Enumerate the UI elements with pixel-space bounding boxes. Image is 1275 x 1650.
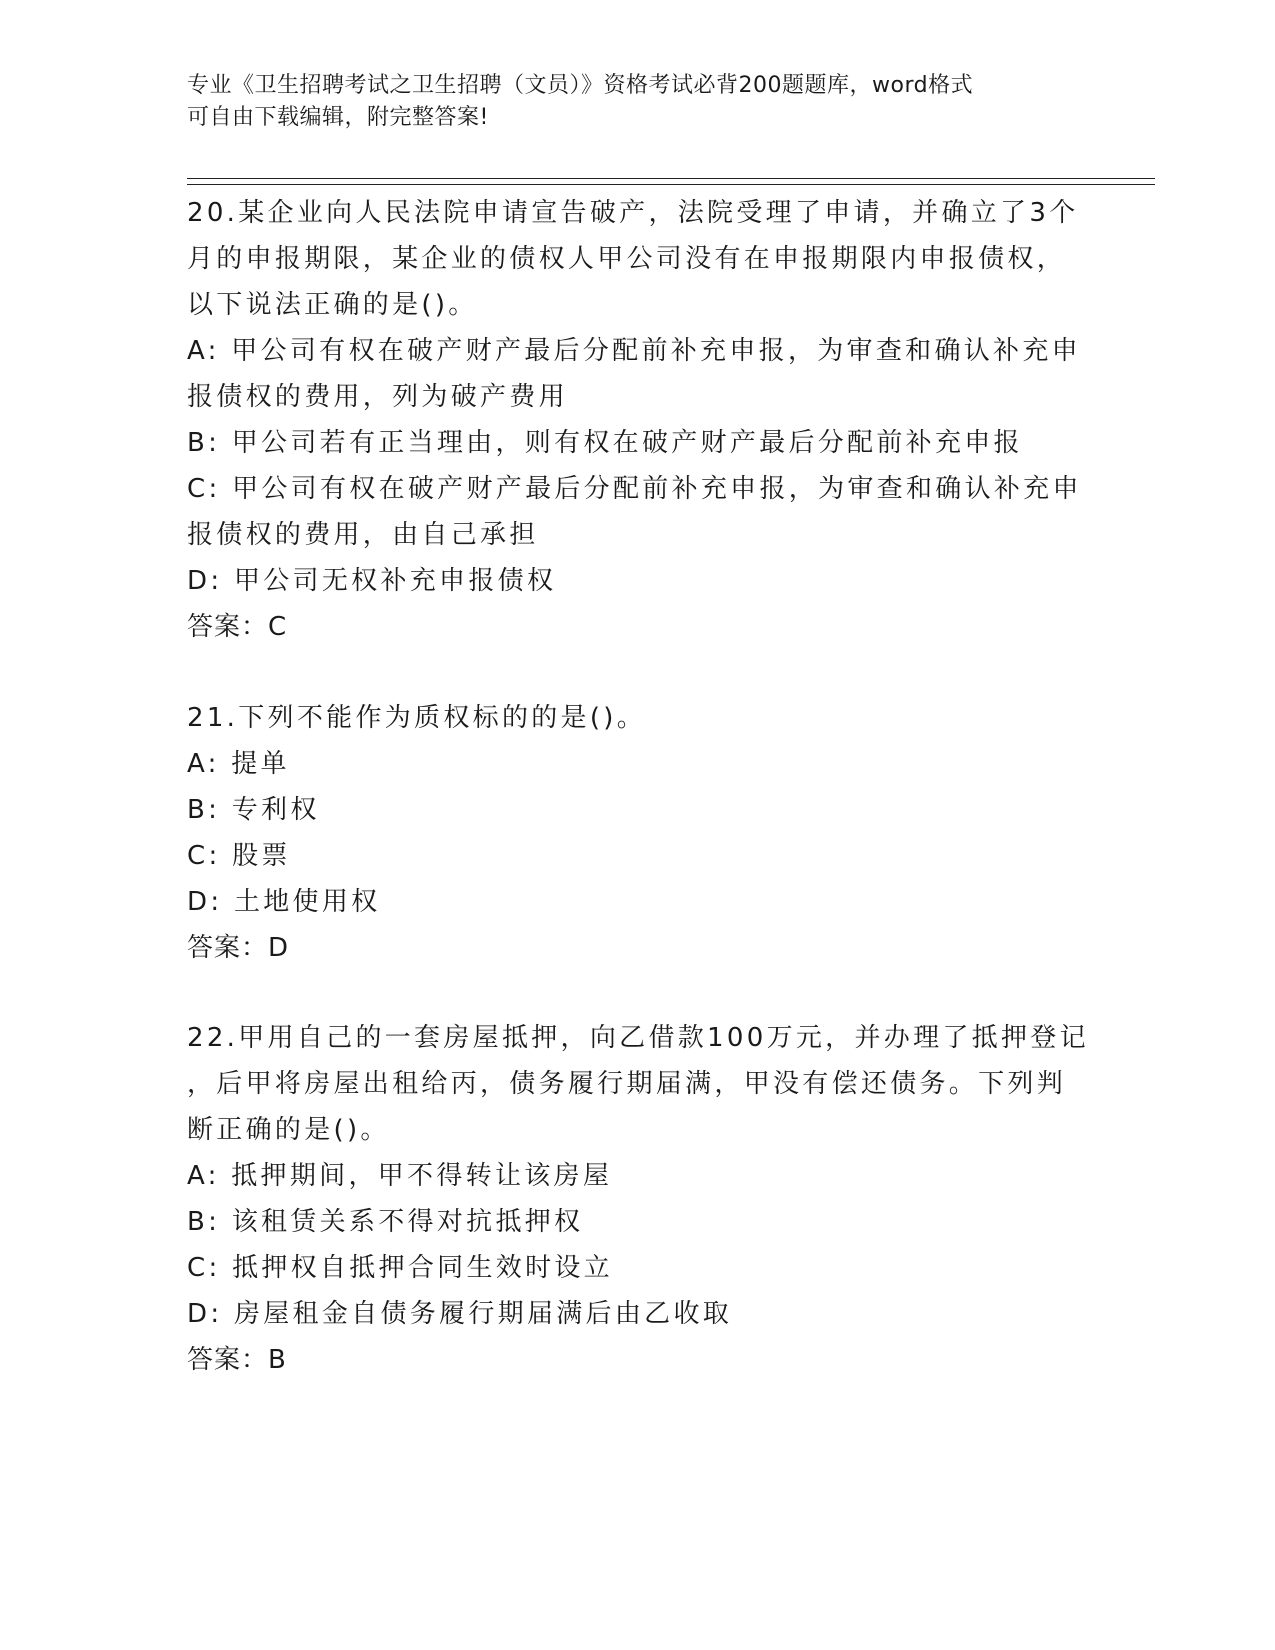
answer-label: 答案：C bbox=[187, 612, 288, 642]
question-text: 22.甲用自己的一套房屋抵押，向乙借款100万元，并办理了抵押登记 bbox=[187, 1023, 1089, 1053]
answer-label: 答案：D bbox=[187, 933, 290, 963]
option-c: C: 甲公司有权在破产财产最后分配前补充申报，为审查和确认补充申 bbox=[187, 474, 1082, 504]
option-d: D: 房屋租金自债务履行期届满后由乙收取 bbox=[187, 1299, 733, 1329]
option-d: D: 甲公司无权补充申报债权 bbox=[187, 566, 557, 596]
option-a: A: 抵押期间，甲不得转让该房屋 bbox=[187, 1161, 613, 1191]
question-text: ，后甲将房屋出租给丙，债务履行期届满，甲没有偿还债务。下列判 bbox=[187, 1069, 1067, 1099]
question-text: 断正确的是()。 bbox=[187, 1115, 390, 1145]
answer-label: 答案：B bbox=[187, 1345, 287, 1375]
option-a: A: 甲公司有权在破产财产最后分配前补充申报，为审查和确认补充申 bbox=[187, 336, 1081, 366]
option-b: B: 甲公司若有正当理由，则有权在破产财产最后分配前补充申报 bbox=[187, 428, 1023, 458]
question-text: 20.某企业向人民法院申请宣告破产，法院受理了申请，并确立了3个 bbox=[187, 198, 1079, 228]
option-b: B: 专利权 bbox=[187, 795, 320, 825]
question-block-22 bbox=[187, 1015, 1087, 1383]
question-text: 21.下列不能作为质权标的的是()。 bbox=[187, 703, 647, 733]
question-block-21 bbox=[187, 695, 1087, 971]
option-c: C: 股票 bbox=[187, 841, 291, 871]
question-block-20 bbox=[187, 190, 1087, 650]
header-line-2: 可自由下载编辑，附完整答案! bbox=[187, 105, 489, 130]
header-line-1: 专业《卫生招聘考试之卫生招聘（文员）》资格考试必背200题题库，word格式 bbox=[187, 73, 974, 98]
option-d: D: 土地使用权 bbox=[187, 887, 381, 917]
option-a: A: 提单 bbox=[187, 749, 290, 779]
header-divider-bottom bbox=[187, 184, 1155, 185]
option-a-continued: 报债权的费用，列为破产费用 bbox=[187, 382, 568, 412]
header-divider-top bbox=[187, 178, 1155, 179]
option-c: C: 抵押权自抵押合同生效时设立 bbox=[187, 1253, 613, 1283]
document-header bbox=[187, 70, 1087, 134]
question-text: 月的申报期限，某企业的债权人甲公司没有在申报期限内申报债权， bbox=[187, 244, 1067, 274]
question-text: 以下说法正确的是()。 bbox=[187, 290, 478, 320]
option-b: B: 该租赁关系不得对抗抵押权 bbox=[187, 1207, 584, 1237]
option-c-continued: 报债权的费用，由自己承担 bbox=[187, 520, 539, 550]
